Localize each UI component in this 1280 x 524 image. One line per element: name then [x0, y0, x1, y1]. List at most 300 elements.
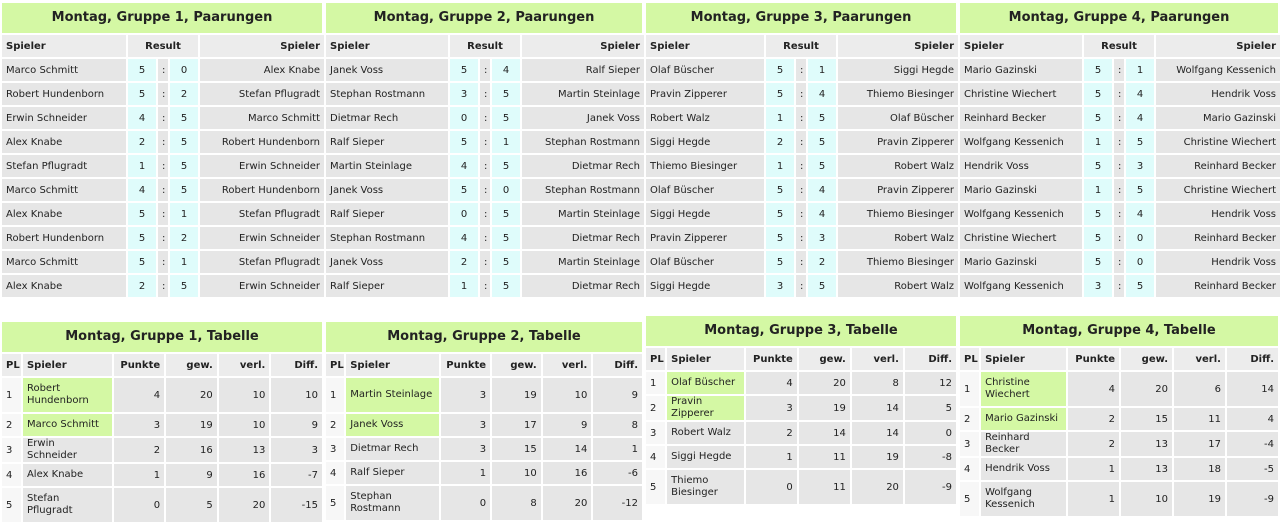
pairings-table — [0, 33, 326, 299]
rank: 4 — [326, 462, 344, 484]
player-right: Hendrik Voss — [1156, 251, 1280, 273]
games-lost: 20 — [852, 470, 903, 504]
player-right: Pravin Zipperer — [838, 131, 958, 153]
standings-title-text: Montag, Gruppe 3, Tabelle — [704, 323, 898, 338]
standings-player: Wolfgang Kessenich — [981, 482, 1066, 516]
pairing-row — [326, 131, 644, 153]
games-won: 11 — [799, 470, 850, 504]
header-diff: Diff. — [593, 354, 642, 376]
pairing-row — [326, 107, 644, 129]
standings-player: Thiemo Biesinger — [667, 470, 744, 504]
points: 2 — [746, 422, 797, 444]
games-lost: 9 — [543, 414, 592, 436]
rank: 2 — [646, 396, 665, 420]
player-right: Reinhard Becker — [1156, 227, 1280, 249]
difference: 12 — [905, 372, 956, 394]
standings-player: Dietmar Rech — [346, 438, 439, 460]
rank: 4 — [960, 458, 979, 480]
games-won: 17 — [492, 414, 541, 436]
score-right: 0 — [492, 179, 520, 201]
player-left: Janek Voss — [326, 251, 448, 273]
score-right: 5 — [492, 227, 520, 249]
standings-row — [326, 438, 642, 460]
player-left: Wolfgang Kessenich — [960, 131, 1082, 153]
player-left: Pravin Zipperer — [646, 227, 764, 249]
standings-row — [646, 470, 956, 504]
score-right: 4 — [1126, 83, 1154, 105]
points: 3 — [441, 438, 490, 460]
header-player: Spieler — [346, 354, 439, 376]
pairing-row — [326, 275, 644, 297]
score-right: 5 — [170, 179, 198, 201]
standings-row — [2, 378, 322, 412]
score-separator: : — [796, 83, 806, 105]
standings-player: Erwin Schneider — [23, 438, 112, 462]
pairings-header-row — [326, 35, 644, 57]
player-right: Robert Hundenborn — [200, 131, 324, 153]
player-left: Siggi Hegde — [646, 203, 764, 225]
games-lost: 10 — [219, 414, 270, 436]
score-separator: : — [796, 131, 806, 153]
difference: 10 — [271, 378, 322, 412]
standings-panel-group-1 — [0, 322, 324, 524]
difference: 8 — [593, 414, 642, 436]
standings-player: Stephan Rostmann — [346, 486, 439, 520]
standings-player: Christine Wiechert — [981, 372, 1066, 406]
games-lost: 20 — [543, 486, 592, 520]
header-result: Result — [450, 35, 520, 57]
standings-row — [646, 446, 956, 468]
points: 3 — [441, 414, 490, 436]
player-left: Robert Hundenborn — [2, 227, 126, 249]
pairing-row — [2, 107, 324, 129]
rank: 2 — [960, 408, 979, 430]
score-separator: : — [1114, 179, 1124, 201]
header-diff: Diff. — [271, 354, 322, 376]
header-result: Result — [1084, 35, 1154, 57]
score-right: 5 — [1126, 179, 1154, 201]
player-right: Robert Walz — [838, 227, 958, 249]
player-right: Christine Wiechert — [1156, 131, 1280, 153]
difference: 9 — [271, 414, 322, 436]
standings-row — [960, 408, 1278, 430]
score-right: 5 — [170, 275, 198, 297]
score-right: 5 — [808, 107, 836, 129]
player-left: Alex Knabe — [2, 203, 126, 225]
standings-row — [2, 464, 322, 486]
player-right: Christine Wiechert — [1156, 179, 1280, 201]
player-left: Stefan Pflugradt — [2, 155, 126, 177]
standings-header-row — [2, 354, 322, 376]
rank: 4 — [2, 464, 21, 486]
score-right: 1 — [170, 203, 198, 225]
points: 1 — [114, 464, 165, 486]
games-lost: 14 — [852, 396, 903, 420]
score-right: 5 — [808, 275, 836, 297]
player-right: Reinhard Becker — [1156, 155, 1280, 177]
player-right: Dietmar Rech — [522, 155, 644, 177]
pairings-panel-group-4 — [958, 0, 1280, 299]
pairing-row — [646, 107, 958, 129]
score-separator: : — [1114, 59, 1124, 81]
score-left: 1 — [1084, 179, 1112, 201]
score-left: 1 — [766, 155, 794, 177]
rank: 1 — [2, 378, 21, 412]
score-left: 5 — [766, 251, 794, 273]
score-separator: : — [480, 275, 490, 297]
points: 2 — [114, 438, 165, 462]
score-left: 5 — [450, 131, 478, 153]
pairing-row — [326, 155, 644, 177]
header-diff: Diff. — [1227, 348, 1278, 370]
score-left: 5 — [766, 59, 794, 81]
score-separator: : — [1114, 227, 1124, 249]
header-pl: PL — [326, 354, 344, 376]
games-won: 9 — [166, 464, 217, 486]
standings-row — [960, 482, 1278, 516]
player-left: Olaf Büscher — [646, 179, 764, 201]
pairings-header-row — [646, 35, 958, 57]
pairings-title — [326, 3, 642, 33]
player-left: Robert Walz — [646, 107, 764, 129]
header-result: Result — [128, 35, 198, 57]
points: 3 — [114, 414, 165, 436]
player-left: Janek Voss — [326, 179, 448, 201]
score-separator: : — [796, 155, 806, 177]
header-won: gew. — [492, 354, 541, 376]
header-result: Result — [766, 35, 836, 57]
header-player-left: Spieler — [960, 35, 1082, 57]
score-separator: : — [158, 107, 168, 129]
points: 0 — [114, 488, 165, 522]
player-left: Mario Gazinski — [960, 251, 1082, 273]
player-right: Stephan Rostmann — [522, 179, 644, 201]
score-right: 4 — [1126, 203, 1154, 225]
difference: 9 — [593, 378, 642, 412]
score-left: 0 — [450, 107, 478, 129]
rank: 3 — [326, 438, 344, 460]
score-separator: : — [158, 179, 168, 201]
difference: -9 — [905, 470, 956, 504]
score-left: 5 — [1084, 155, 1112, 177]
pairings-panel-group-3 — [644, 0, 958, 299]
player-left: Mario Gazinski — [960, 59, 1082, 81]
standings-table — [958, 346, 1280, 518]
player-right: Hendrik Voss — [1156, 83, 1280, 105]
header-points: Punkte — [114, 354, 165, 376]
pairings-title — [2, 3, 322, 33]
standings-table — [0, 352, 324, 524]
score-left: 4 — [128, 107, 156, 129]
standings-row — [2, 438, 322, 462]
points: 3 — [746, 396, 797, 420]
pairing-row — [2, 179, 324, 201]
difference: 5 — [905, 396, 956, 420]
games-lost: 19 — [852, 446, 903, 468]
score-separator: : — [158, 203, 168, 225]
standings-player: Martin Steinlage — [346, 378, 439, 412]
games-won: 19 — [799, 396, 850, 420]
score-right: 4 — [808, 83, 836, 105]
pairings-title — [646, 3, 956, 33]
standings-row — [326, 462, 642, 484]
pairing-row — [2, 155, 324, 177]
pairings-header-row — [2, 35, 324, 57]
standings-player: Reinhard Becker — [981, 432, 1066, 456]
header-player-right: Spieler — [200, 35, 324, 57]
standings-player: Janek Voss — [346, 414, 439, 436]
score-separator: : — [1114, 107, 1124, 129]
header-player-left: Spieler — [2, 35, 126, 57]
header-player: Spieler — [667, 348, 744, 370]
games-won: 10 — [492, 462, 541, 484]
pairing-row — [960, 203, 1280, 225]
games-won: 5 — [166, 488, 217, 522]
standings-player: Marco Schmitt — [23, 414, 112, 436]
games-lost: 17 — [1174, 432, 1225, 456]
score-right: 5 — [808, 155, 836, 177]
player-left: Ralf Sieper — [326, 203, 448, 225]
player-right: Pravin Zipperer — [838, 179, 958, 201]
standings-title-text: Montag, Gruppe 1, Tabelle — [65, 329, 259, 344]
score-separator: : — [1114, 251, 1124, 273]
pairing-row — [326, 59, 644, 81]
games-won: 20 — [799, 372, 850, 394]
score-separator: : — [796, 203, 806, 225]
score-right: 1 — [170, 251, 198, 273]
score-separator: : — [480, 227, 490, 249]
difference: -6 — [593, 462, 642, 484]
player-left: Wolfgang Kessenich — [960, 203, 1082, 225]
player-right: Janek Voss — [522, 107, 644, 129]
pairings-panel-group-2 — [324, 0, 644, 299]
player-right: Martin Steinlage — [522, 83, 644, 105]
score-left: 1 — [450, 275, 478, 297]
score-right: 5 — [170, 155, 198, 177]
standings-row — [2, 488, 322, 522]
score-separator: : — [1114, 203, 1124, 225]
player-right: Stefan Pflugradt — [200, 83, 324, 105]
standings-row — [646, 396, 956, 420]
pairing-row — [646, 179, 958, 201]
pairing-row — [960, 131, 1280, 153]
pairing-row — [646, 227, 958, 249]
score-right: 4 — [808, 203, 836, 225]
pairing-row — [2, 131, 324, 153]
score-separator: : — [158, 251, 168, 273]
pairing-row — [646, 131, 958, 153]
points: 1 — [746, 446, 797, 468]
score-left: 3 — [1084, 275, 1112, 297]
rank: 3 — [960, 432, 979, 456]
score-separator: : — [480, 203, 490, 225]
player-left: Ralf Sieper — [326, 131, 448, 153]
player-left: Alex Knabe — [2, 131, 126, 153]
player-left: Christine Wiechert — [960, 83, 1082, 105]
header-player-right: Spieler — [1156, 35, 1280, 57]
points: 0 — [441, 486, 490, 520]
score-left: 5 — [1084, 107, 1112, 129]
score-right: 1 — [808, 59, 836, 81]
player-left: Ralf Sieper — [326, 275, 448, 297]
difference: -5 — [1227, 458, 1278, 480]
games-lost: 14 — [543, 438, 592, 460]
games-won: 20 — [1121, 372, 1172, 406]
score-separator: : — [158, 131, 168, 153]
score-right: 1 — [1126, 59, 1154, 81]
player-left: Marco Schmitt — [2, 251, 126, 273]
player-left: Siggi Hegde — [646, 275, 764, 297]
points: 1 — [1068, 458, 1119, 480]
header-pl: PL — [2, 354, 21, 376]
player-left: Dietmar Rech — [326, 107, 448, 129]
score-right: 1 — [492, 131, 520, 153]
score-left: 5 — [1084, 203, 1112, 225]
score-separator: : — [480, 59, 490, 81]
pairings-table — [324, 33, 646, 299]
player-left: Reinhard Becker — [960, 107, 1082, 129]
score-right: 4 — [1126, 107, 1154, 129]
score-left: 5 — [766, 203, 794, 225]
standings-title-text: Montag, Gruppe 4, Tabelle — [1022, 323, 1216, 338]
pairing-row — [960, 227, 1280, 249]
pairing-row — [960, 83, 1280, 105]
player-right: Olaf Büscher — [838, 107, 958, 129]
standings-player: Siggi Hegde — [667, 446, 744, 468]
header-points: Punkte — [746, 348, 797, 370]
score-right: 5 — [492, 251, 520, 273]
points: 4 — [1068, 372, 1119, 406]
score-separator: : — [480, 107, 490, 129]
score-right: 5 — [492, 107, 520, 129]
difference: -4 — [1227, 432, 1278, 456]
player-left: Siggi Hegde — [646, 131, 764, 153]
score-left: 4 — [450, 227, 478, 249]
player-left: Thiemo Biesinger — [646, 155, 764, 177]
points: 2 — [1068, 432, 1119, 456]
score-left: 5 — [128, 83, 156, 105]
pairing-row — [646, 251, 958, 273]
standings-player: Robert Hundenborn — [23, 378, 112, 412]
difference: -9 — [1227, 482, 1278, 516]
standings-title — [2, 322, 322, 352]
difference: 0 — [905, 422, 956, 444]
player-right: Siggi Hegde — [838, 59, 958, 81]
score-left: 5 — [128, 203, 156, 225]
score-left: 5 — [1084, 83, 1112, 105]
standings-row — [960, 372, 1278, 406]
standings-table — [644, 346, 958, 506]
pairing-row — [960, 179, 1280, 201]
games-lost: 6 — [1174, 372, 1225, 406]
games-lost: 10 — [543, 378, 592, 412]
score-separator: : — [158, 275, 168, 297]
player-right: Reinhard Becker — [1156, 275, 1280, 297]
pairing-row — [2, 251, 324, 273]
score-left: 1 — [766, 107, 794, 129]
score-left: 2 — [766, 131, 794, 153]
points: 0 — [746, 470, 797, 504]
score-right: 5 — [170, 107, 198, 129]
player-right: Thiemo Biesinger — [838, 203, 958, 225]
header-player-right: Spieler — [838, 35, 958, 57]
points: 4 — [114, 378, 165, 412]
score-right: 5 — [808, 131, 836, 153]
score-separator: : — [796, 275, 806, 297]
player-right: Erwin Schneider — [200, 227, 324, 249]
score-left: 2 — [450, 251, 478, 273]
games-won: 15 — [492, 438, 541, 460]
player-left: Pravin Zipperer — [646, 83, 764, 105]
score-separator: : — [480, 179, 490, 201]
score-separator: : — [1114, 131, 1124, 153]
player-right: Mario Gazinski — [1156, 107, 1280, 129]
header-won: gew. — [1121, 348, 1172, 370]
points: 4 — [746, 372, 797, 394]
games-lost: 11 — [1174, 408, 1225, 430]
standings-player: Robert Walz — [667, 422, 744, 444]
player-right: Alex Knabe — [200, 59, 324, 81]
pairings-table — [644, 33, 960, 299]
player-right: Ralf Sieper — [522, 59, 644, 81]
standings-header-row — [326, 354, 642, 376]
games-won: 8 — [492, 486, 541, 520]
difference: 14 — [1227, 372, 1278, 406]
standings-player: Mario Gazinski — [981, 408, 1066, 430]
header-pl: PL — [646, 348, 665, 370]
standings-player: Ralf Sieper — [346, 462, 439, 484]
pairing-row — [960, 251, 1280, 273]
score-separator: : — [796, 227, 806, 249]
score-right: 5 — [492, 203, 520, 225]
player-left: Christine Wiechert — [960, 227, 1082, 249]
score-left: 5 — [128, 227, 156, 249]
pairings-title — [960, 3, 1278, 33]
score-right: 2 — [170, 83, 198, 105]
header-lost: verl. — [852, 348, 903, 370]
score-separator: : — [480, 251, 490, 273]
games-lost: 16 — [219, 464, 270, 486]
rank: 5 — [326, 486, 344, 520]
header-won: gew. — [166, 354, 217, 376]
player-left: Olaf Büscher — [646, 251, 764, 273]
header-player: Spieler — [23, 354, 112, 376]
games-lost: 14 — [852, 422, 903, 444]
rank: 1 — [646, 372, 665, 394]
header-player-left: Spieler — [646, 35, 764, 57]
score-right: 3 — [1126, 155, 1154, 177]
rank: 4 — [646, 446, 665, 468]
score-separator: : — [1114, 83, 1124, 105]
pairings-title-text: Montag, Gruppe 4, Paarungen — [1008, 10, 1230, 25]
difference: -7 — [271, 464, 322, 486]
rank: 5 — [2, 488, 21, 522]
games-won: 13 — [1121, 458, 1172, 480]
games-won: 11 — [799, 446, 850, 468]
score-left: 5 — [1084, 251, 1112, 273]
pairing-row — [326, 251, 644, 273]
player-left: Hendrik Voss — [960, 155, 1082, 177]
games-lost: 20 — [219, 488, 270, 522]
pairing-row — [960, 59, 1280, 81]
score-separator: : — [796, 179, 806, 201]
difference: 3 — [271, 438, 322, 462]
score-separator: : — [158, 155, 168, 177]
header-player-right: Spieler — [522, 35, 644, 57]
standings-row — [326, 378, 642, 412]
score-left: 5 — [766, 227, 794, 249]
pairing-row — [326, 203, 644, 225]
